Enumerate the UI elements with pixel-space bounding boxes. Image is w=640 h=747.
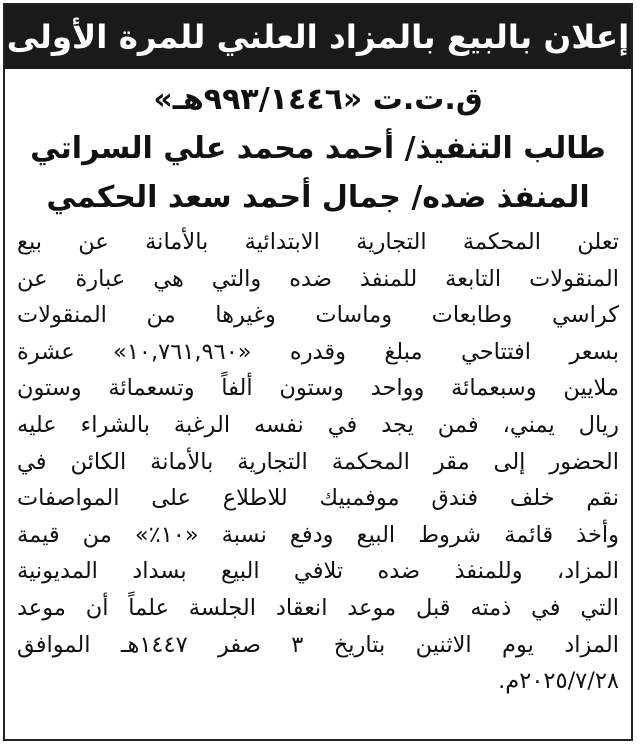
ad-body (17, 224, 619, 700)
case-number: ق.ت.ت «٩٩٣/١٤٤٦هـ» (153, 82, 483, 117)
ad-header-block (5, 75, 631, 222)
body-line: بسعر افتتاحي مبلغ وقدره «١٠,٧٦١,٩٦٠» عشرة (17, 338, 619, 365)
body-line: المزاد يوم الاثنين بتاريخ ٣ صفر ١٤٤٧هـ الموافق (17, 631, 619, 658)
body-line: وأخذ قائمة شروط البيع ودفع نسبة «١٠٪» من قيمة (17, 521, 619, 548)
execution-requester: طالب التنفيذ/ أحمد محمد علي السراتي (30, 131, 606, 166)
ad-title-banner (5, 5, 631, 69)
body-line: المنقولات التابعة للمنفذ ضده والتي هي عبارة عن (17, 265, 619, 292)
body-line-date: ٢٠٢٥/٧/٢٨م. (498, 668, 619, 695)
body-line: كراسي وطابعات وماسات وغيرها من المنقولات (17, 302, 619, 329)
auction-advertisement (3, 3, 633, 741)
body-line: نقم خلف فندق موفمبيك للاطلاع على المواصفات (17, 485, 619, 512)
ad-title: إعلان بالبيع بالمزاد العلني للمرة الأولى (6, 17, 630, 56)
body-line: التي في ذمته قبل موعد انعقاد الجلسة علماً أن موعد (17, 594, 619, 621)
body-line: المزاد، وللمنفذ ضده تلافي البيع بسداد المديونية (17, 558, 619, 585)
body-line: الحضور إلى مقر المحكمة التجارية بالأمانة الكائن في (17, 448, 619, 475)
body-line: ملايين وسبعمائة وواحد وستون ألفاً وتسعمائة وستون (17, 375, 619, 402)
body-line: تعلن المحكمة التجارية الابتدائية بالأمانة عن بيع (17, 229, 619, 255)
body-line: ريال يمني، فمن يجد في نفسه الرغبة بالشراء عليه (17, 411, 619, 438)
execution-respondent: المنفذ ضده/ جمال أحمد سعد الحكمي (46, 180, 590, 215)
